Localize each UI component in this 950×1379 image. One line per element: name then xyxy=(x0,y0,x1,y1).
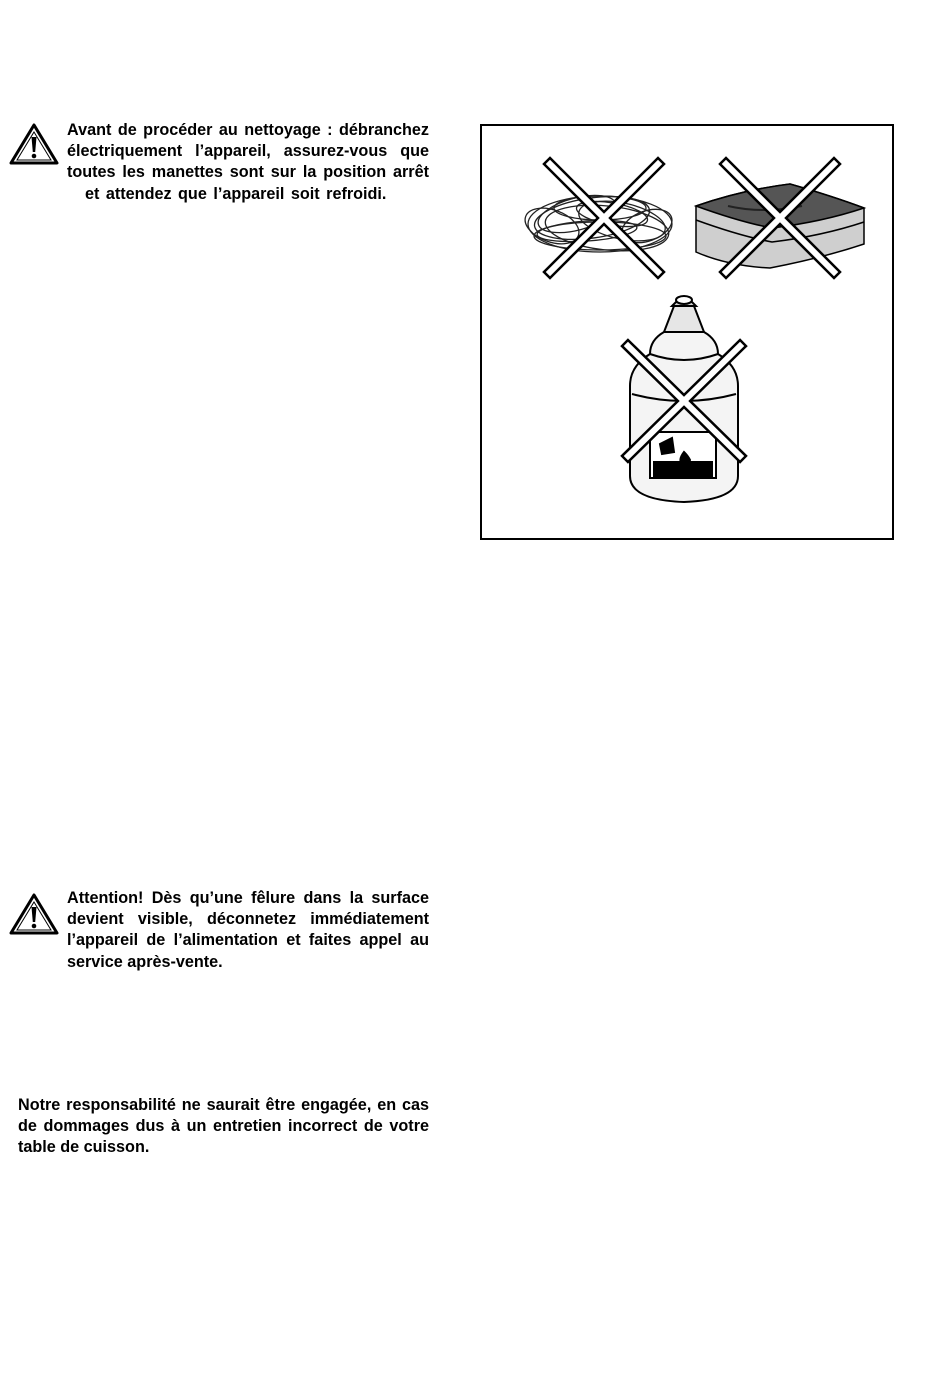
warning-cleaning-text xyxy=(67,120,429,205)
warning-cleaning-line: électriquement l’appareil, assurez-vous que xyxy=(67,142,429,161)
warning-cleaning-line: toutes les manettes sont sur la position arrêt xyxy=(67,163,429,182)
warning-crack-text: Attention! Dès qu’une fêlure dans la surface devient visible, déconnetez immédiatement l’appareil de l’alimentation et faites appel au service après-vente. xyxy=(67,889,429,971)
liability-disclaimer-text: Notre responsabilité ne saurait être engagée, en cas de dommages dus à un entretien incorrect de votre table de cuisson. xyxy=(18,1096,429,1157)
warning-cleaning-line: et attendez que l’appareil soit refroidi. xyxy=(85,184,387,203)
forbidden-cleaning-items-illustration xyxy=(480,124,894,540)
warning-triangle-icon xyxy=(8,122,60,166)
cross-out-icon xyxy=(550,164,658,272)
warning-triangle-icon xyxy=(8,892,60,936)
warning-cleaning-line: Avant de procéder au nettoyage : débranchez xyxy=(67,121,429,139)
scouring-sponge-icon xyxy=(696,184,864,268)
